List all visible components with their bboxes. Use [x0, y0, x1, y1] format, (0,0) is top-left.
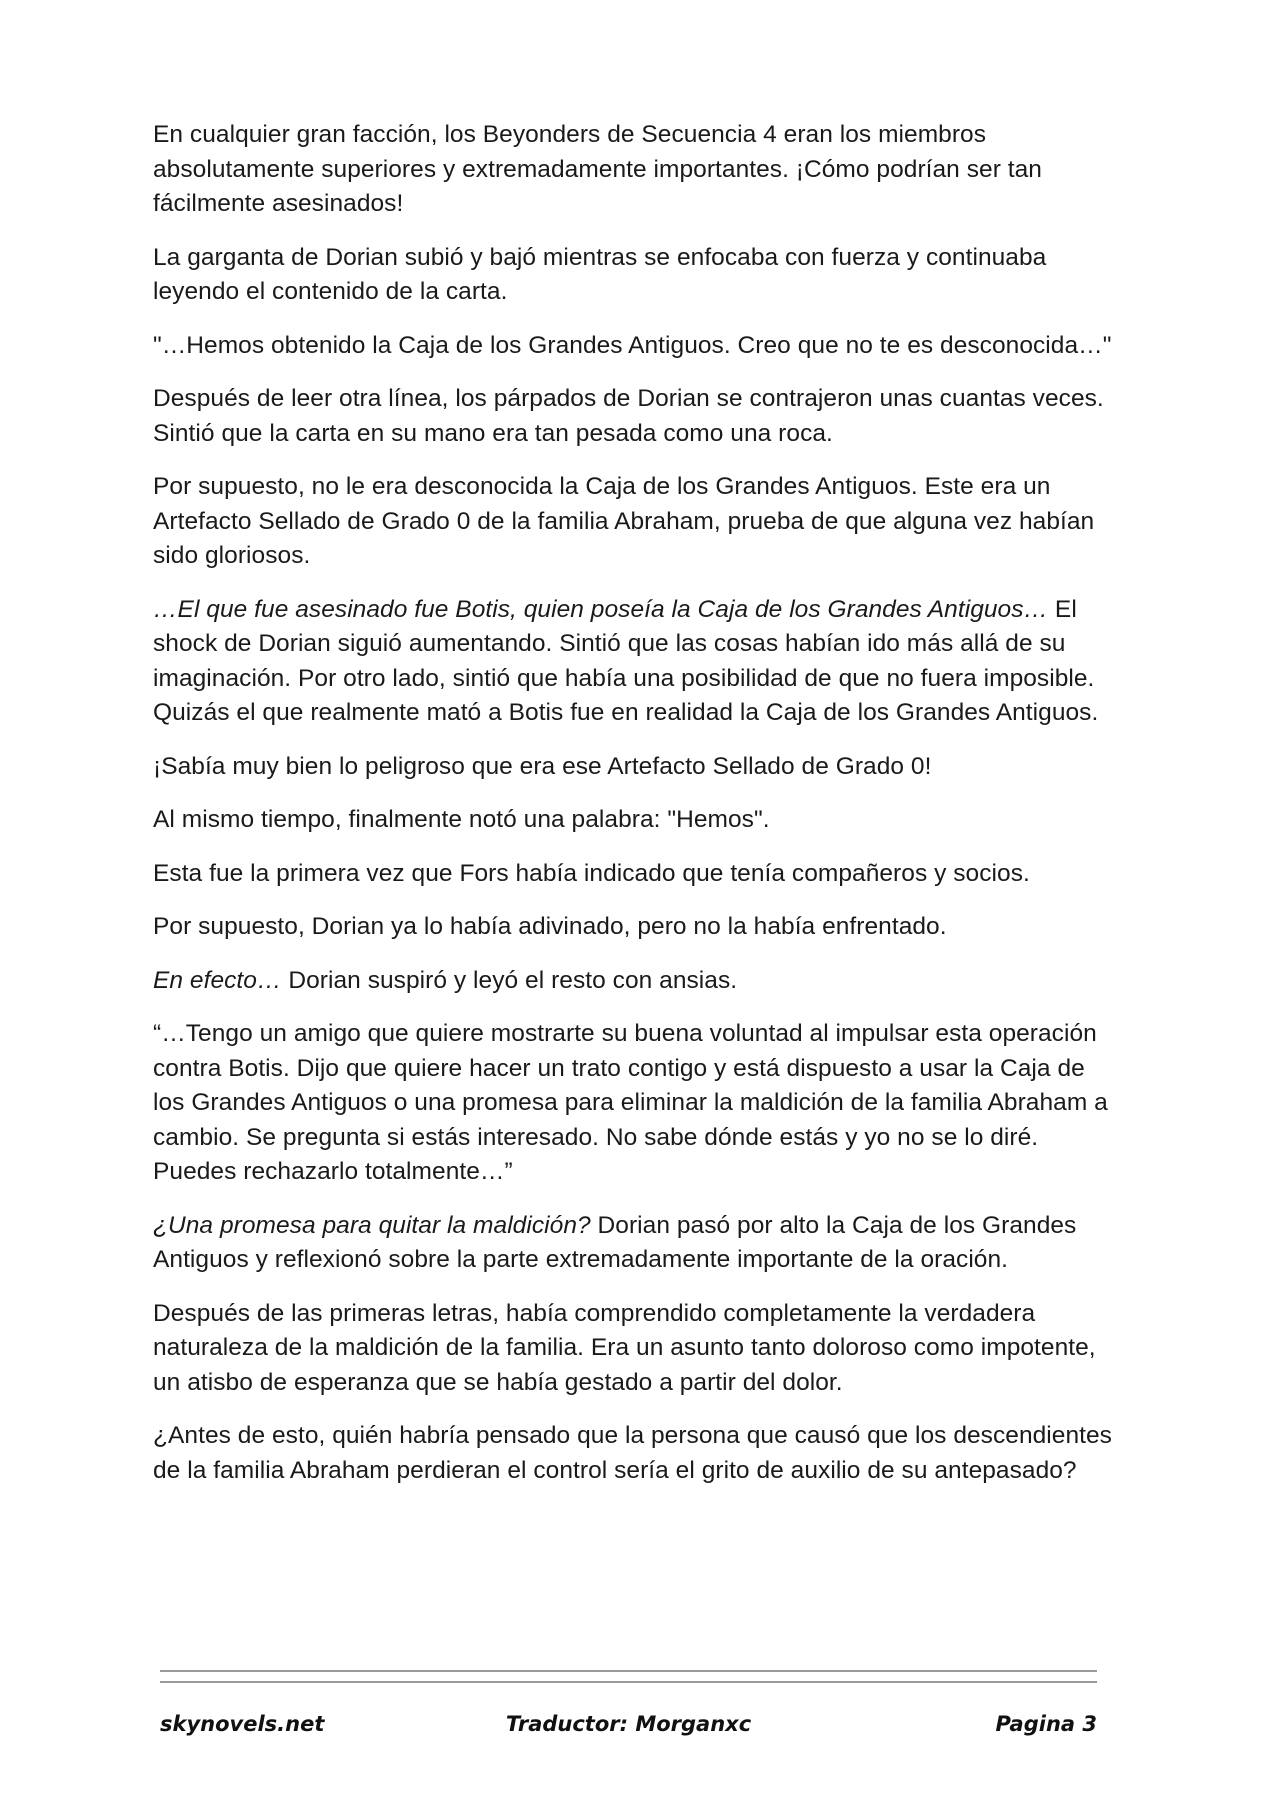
- paragraph: ¿Antes de esto, quién habría pensado que la persona que causó que los descendientes de la familia Abraham perdieran el control sería el grito de auxilio de su antepasado?: [153, 1422, 1112, 1484]
- footer-divider: [160, 1670, 1097, 1672]
- paragraph: ¡Sabía muy bien lo peligroso que era ese Artefacto Sellado de Grado 0!: [153, 752, 932, 780]
- footer-translator: Traductor: Morganxc: [505, 1712, 752, 1736]
- italic-thought: …El que fue asesinado fue Botis, quien poseía la Caja de los Grandes Antiguos…: [153, 595, 1049, 623]
- paragraph: Esta fue la primera vez que Fors había indicado que tenía compañeros y socios.: [153, 859, 1030, 887]
- paragraph: Al mismo tiempo, finalmente notó una palabra: "Hemos".: [153, 806, 770, 833]
- paragraph: En efecto… Dorian suspiró y leyó el resto con ansias.: [153, 966, 738, 994]
- document-body: [153, 118, 1113, 1488]
- paragraph: ¿Una promesa para quitar la maldición? Dorian pasó por alto la Caja de los Grandes Antiguos y reflexionó sobre la parte extremadamente importante de la oración.: [153, 1211, 1077, 1273]
- paragraph: La garganta de Dorian subió y bajó mientras se enfocaba con fuerza y continuaba leyendo el contenido de la carta.: [153, 243, 1047, 305]
- italic-thought: En efecto…: [153, 966, 282, 994]
- paragraph: "…Hemos obtenido la Caja de los Grandes Antiguos. Creo que no te es desconocida…": [153, 331, 1112, 359]
- paragraph: Por supuesto, Dorian ya lo había adivinado, pero no la había enfrentado.: [153, 913, 947, 940]
- paragraph: En cualquier gran facción, los Beyonders de Secuencia 4 eran los miembros absolutamente superiores y extremadamente importantes. ¡Cómo podrían ser tan fácilmente asesinados!: [153, 121, 1042, 217]
- footer-page-number: Pagina 3: [995, 1712, 1097, 1736]
- paragraph: Después de leer otra línea, los párpados de Dorian se contrajeron unas cuantas veces. Sintió que la carta en su mano era tan pesada como una roca.: [153, 385, 1104, 447]
- paragraph: Después de las primeras letras, había comprendido completamente la verdadera naturaleza de la maldición de la familia. Era un asunto tanto doloroso como impotente, un atisbo de esperanza que se había gestado a partir del dolor.: [153, 1299, 1096, 1396]
- paragraph: Por supuesto, no le era desconocida la Caja de los Grandes Antiguos. Este era un Artefacto Sellado de Grado 0 de la familia Abraham, prueba de que alguna vez habían sido gloriosos.: [153, 473, 1095, 569]
- page-footer: [160, 1712, 1097, 1744]
- italic-thought: ¿Una promesa para quitar la maldición?: [153, 1211, 591, 1239]
- footer-divider: [160, 1681, 1097, 1683]
- paragraph: “…Tengo un amigo que quiere mostrarte su buena voluntad al impulsar esta operación contra Botis. Dijo que quiere hacer un trato contigo y está dispuesto a usar la Caja de los Grandes Antiguos o una promesa para eliminar la maldición de la familia Abraham a cambio. Se pregunta si estás interesado. No sabe dónde estás y yo no se lo diré. Puedes rechazarlo totalmente…”: [153, 1020, 1108, 1185]
- footer-site: skynovels.net: [160, 1712, 325, 1736]
- paragraph: …El que fue asesinado fue Botis, quien poseía la Caja de los Grandes Antiguos… El shock de Dorian siguió aumentando. Sintió que las cosas habían ido más allá de su imaginación. Por otro lado, sintió que había una posibilidad de que no fuera imposible. Quizás el que realmente mató a Botis fue en realidad la Caja de los Grandes Antiguos.: [153, 595, 1099, 726]
